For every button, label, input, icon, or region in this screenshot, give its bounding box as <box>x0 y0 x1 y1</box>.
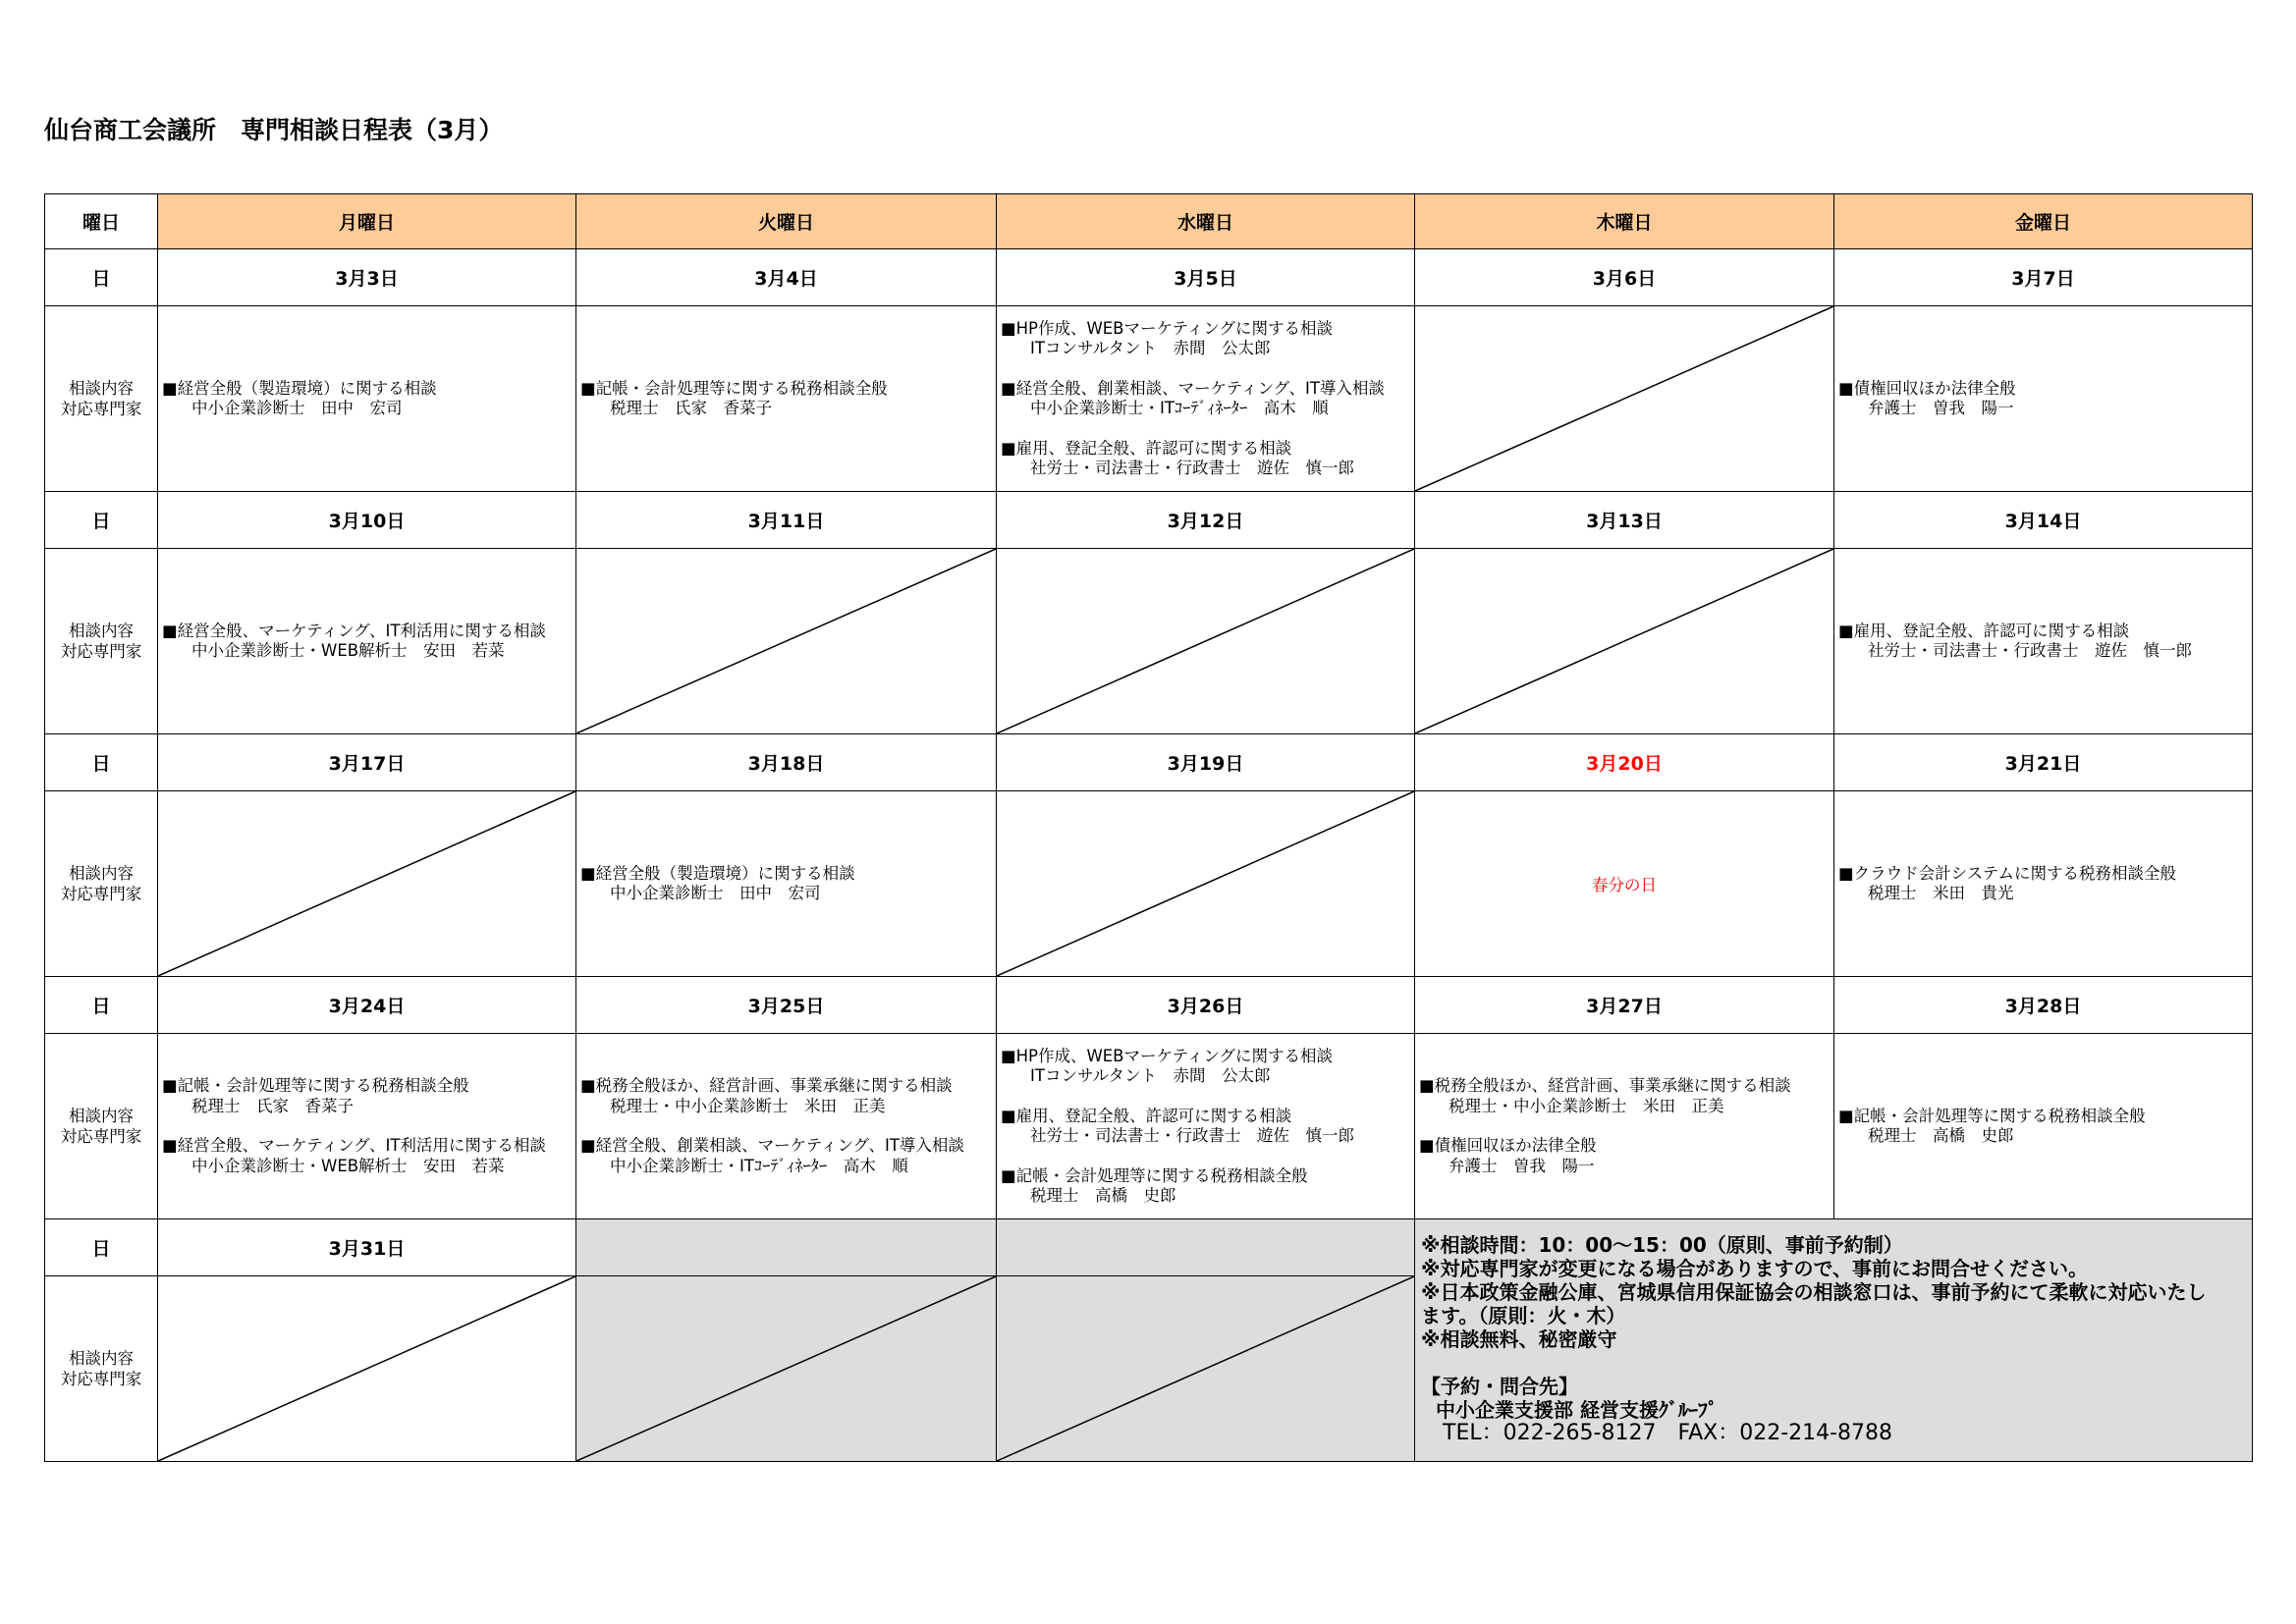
diagonal-slash-line <box>158 791 575 976</box>
row-label-consultation <box>45 549 158 734</box>
row-label-consultation <box>45 1276 158 1462</box>
consultation-expert: 弁護士 曽我 陽一 <box>1868 399 2014 417</box>
diagonal-slash-line <box>997 1276 1414 1461</box>
consultation-topic: ■税務全般ほか、経営計画、事業承継に関する相談 <box>1419 1076 1791 1095</box>
consultation-topic: ■HP作成、WEBマーケティングに関する相談 <box>1001 318 1334 338</box>
consultation-item <box>1001 379 1414 419</box>
unavailable-cell <box>997 1276 1415 1462</box>
consultation-item <box>1838 622 2252 662</box>
page-title: 仙台商工会議所 専門相談日程表（3月） <box>44 116 504 144</box>
header-thursday: 木曜日 <box>1415 194 1834 249</box>
consultation-topic: ■債権回収ほか法律全般 <box>1838 378 2016 398</box>
row-label-consultation <box>45 306 158 492</box>
date-cell: 3月6日 <box>1415 249 1834 306</box>
date-cell: 3月13日 <box>1415 492 1834 549</box>
consultation-item <box>580 379 996 419</box>
row-label-expert-line: 対応専門家 <box>60 885 142 903</box>
contact-phone-fax: TEL：022-265-8127 FAX：022-214-8788 <box>1443 1421 1893 1445</box>
consultation-cell-empty <box>997 549 1415 734</box>
consultation-item <box>1001 319 1414 359</box>
date-cell: 3月12日 <box>997 492 1415 549</box>
row-label-date: 日 <box>45 1219 158 1276</box>
consultation-expert: 税理士 米田 貴光 <box>1868 884 2014 902</box>
row-label-date: 日 <box>45 734 158 791</box>
date-cell: 3月28日 <box>1834 977 2253 1034</box>
consultation-expert: 税理士 高橋 史郎 <box>1868 1126 2014 1145</box>
consultation-expert: 税理士・中小企業診断士 米田 正美 <box>610 1096 886 1115</box>
consultation-expert: 税理士・中小企業診断士 米田 正美 <box>1449 1096 1724 1115</box>
consultation-topic: ■雇用、登記全般、許認可に関する相談 <box>1838 621 2130 640</box>
note-free-confidential: ※相談無料、秘密厳守 <box>1421 1327 1617 1351</box>
consultation-item <box>1001 1166 1414 1207</box>
date-cell: 3月3日 <box>158 249 576 306</box>
row-label-consultation-line: 相談内容 <box>69 379 134 398</box>
consultation-topic: ■記帳・会計処理等に関する税務相談全般 <box>580 378 888 398</box>
consultation-cell-empty <box>158 1276 576 1462</box>
contact-department: 中小企業支援部 経営支援ｸﾞﾙｰﾌﾟ <box>1436 1398 1718 1422</box>
row-label-expert-line: 対応専門家 <box>60 1127 142 1146</box>
note-partner-desks: ※日本政策金融公庫、宮城県信用保証協会の相談窓口は、事前予約にて柔軟に対応いたします。（原則：火・木） <box>1421 1280 2207 1327</box>
row-label-expert-line: 対応専門家 <box>60 400 142 418</box>
consultation-topic: ■税務全般ほか、経営計画、事業承継に関する相談 <box>580 1076 953 1095</box>
schedule-table <box>44 193 2253 1462</box>
consultation-item <box>1419 1136 1833 1176</box>
consultation-cell <box>158 549 576 734</box>
row-label-expert-line: 対応専門家 <box>60 642 142 661</box>
note-consultation-hours: ※相談時間：10：00～15：00（原則、事前予約制） <box>1421 1233 1903 1257</box>
note-expert-change: ※対応専門家が変更になる場合がありますので、事前にお問合せください。 <box>1421 1257 2089 1280</box>
consultation-cell <box>576 1034 997 1219</box>
header-monday: 月曜日 <box>158 194 576 249</box>
consultation-item <box>1001 1107 1414 1147</box>
row-label-consultation-line: 相談内容 <box>69 1349 134 1368</box>
diagonal-slash-line <box>576 1276 996 1461</box>
row-label-date: 日 <box>45 249 158 306</box>
consultation-cell <box>1415 1034 1834 1219</box>
date-cell: 3月25日 <box>576 977 997 1034</box>
consultation-item <box>162 1136 575 1176</box>
diagonal-slash-line <box>158 1276 575 1461</box>
consultation-item <box>1838 864 2252 904</box>
consultation-cell <box>1834 306 2253 492</box>
date-cell: 3月24日 <box>158 977 576 1034</box>
consultation-item <box>1838 1107 2252 1147</box>
diagonal-slash-line <box>997 549 1414 733</box>
unavailable-cell <box>576 1219 997 1276</box>
date-cell: 3月7日 <box>1834 249 2253 306</box>
date-cell: 3月10日 <box>158 492 576 549</box>
consultation-cell <box>158 306 576 492</box>
consultation-expert: ITコンサルタント 赤間 公太郎 <box>1030 339 1271 357</box>
consultation-cell <box>576 306 997 492</box>
unavailable-cell <box>997 1219 1415 1276</box>
consultation-item <box>1001 1047 1414 1087</box>
consultation-expert: 社労士・司法書士・行政書士 遊佐 慎一郎 <box>1030 1126 1354 1145</box>
diagonal-slash-line <box>997 791 1414 976</box>
consultation-expert: 中小企業診断士・ITｺｰﾃﾞｨﾈｰﾀｰ 高木 順 <box>610 1156 908 1175</box>
consultation-cell <box>1834 549 2253 734</box>
date-cell: 3月27日 <box>1415 977 1834 1034</box>
row-label-expert-line: 対応専門家 <box>60 1370 142 1388</box>
consultation-topic: ■クラウド会計システムに関する税務相談全般 <box>1838 863 2176 883</box>
header-tuesday: 火曜日 <box>576 194 997 249</box>
consultation-expert: 中小企業診断士・ITｺｰﾃﾞｨﾈｰﾀｰ 高木 順 <box>1030 399 1329 417</box>
consultation-cell-empty <box>576 549 997 734</box>
consultation-expert: 税理士 氏家 香菜子 <box>191 1096 354 1115</box>
consultation-item <box>162 1076 575 1116</box>
consultation-topic: ■経営全般、創業相談、マーケティング、IT導入相談 <box>580 1136 964 1155</box>
header-friday: 金曜日 <box>1834 194 2253 249</box>
consultation-expert: 税理士 氏家 香菜子 <box>610 399 772 417</box>
date-cell-holiday: 3月20日 <box>1415 734 1834 791</box>
consultation-topic: ■経営全般（製造環境）に関する相談 <box>580 863 855 883</box>
date-cell: 3月14日 <box>1834 492 2253 549</box>
consultation-item <box>580 1136 996 1176</box>
consultation-expert: ITコンサルタント 赤間 公太郎 <box>1030 1066 1271 1085</box>
date-cell: 3月4日 <box>576 249 997 306</box>
consultation-expert: 弁護士 曽我 陽一 <box>1449 1156 1595 1175</box>
consultation-expert: 社労士・司法書士・行政書士 遊佐 慎一郎 <box>1030 459 1354 477</box>
row-label-date: 日 <box>45 492 158 549</box>
consultation-expert: 中小企業診断士 田中 宏司 <box>191 399 403 417</box>
header-weekday-label: 曜日 <box>45 194 158 249</box>
consultation-item <box>162 379 575 419</box>
row-label-consultation-line: 相談内容 <box>69 864 134 883</box>
consultation-topic: ■経営全般、マーケティング、IT利活用に関する相談 <box>162 621 546 640</box>
consultation-topic: ■債権回収ほか法律全般 <box>1419 1136 1597 1155</box>
date-cell: 3月31日 <box>158 1219 576 1276</box>
date-cell: 3月19日 <box>997 734 1415 791</box>
holiday-cell <box>1415 791 1834 977</box>
diagonal-slash-line <box>1415 306 1833 491</box>
notes-panel <box>1415 1219 2253 1462</box>
date-cell: 3月17日 <box>158 734 576 791</box>
consultation-expert: 中小企業診断士 田中 宏司 <box>610 884 821 902</box>
consultation-topic: ■経営全般、創業相談、マーケティング、IT導入相談 <box>1001 378 1385 398</box>
row-label-date: 日 <box>45 977 158 1034</box>
row-label-consultation-line: 相談内容 <box>69 622 134 640</box>
date-cell: 3月11日 <box>576 492 997 549</box>
unavailable-cell <box>576 1276 997 1462</box>
consultation-expert: 社労士・司法書士・行政書士 遊佐 慎一郎 <box>1868 641 2192 660</box>
diagonal-slash-line <box>1415 549 1833 733</box>
consultation-item <box>1838 379 2252 419</box>
consultation-cell <box>1834 1034 2253 1219</box>
consultation-cell-empty <box>997 791 1415 977</box>
contact-heading: 【予約・問合先】 <box>1421 1375 1578 1398</box>
date-cell: 3月26日 <box>997 977 1415 1034</box>
date-cell: 3月18日 <box>576 734 997 791</box>
consultation-expert: 中小企業診断士・WEB解析士 安田 若菜 <box>191 1156 505 1175</box>
consultation-cell <box>997 1034 1415 1219</box>
consultation-cell <box>997 306 1415 492</box>
consultation-expert: 中小企業診断士・WEB解析士 安田 若菜 <box>191 641 505 660</box>
consultation-cell-empty <box>1415 549 1834 734</box>
consultation-expert: 税理士 高橋 史郎 <box>1030 1186 1176 1205</box>
consultation-item <box>580 1076 996 1116</box>
consultation-topic: ■記帳・会計処理等に関する税務相談全般 <box>1001 1165 1308 1185</box>
date-cell: 3月21日 <box>1834 734 2253 791</box>
consultation-topic: ■経営全般、マーケティング、IT利活用に関する相談 <box>162 1136 546 1155</box>
consultation-topic: ■記帳・会計処理等に関する税務相談全般 <box>162 1076 469 1095</box>
date-cell: 3月5日 <box>997 249 1415 306</box>
row-label-consultation <box>45 1034 158 1219</box>
consultation-topic: ■記帳・会計処理等に関する税務相談全般 <box>1838 1106 2146 1125</box>
consultation-item <box>1419 1076 1833 1116</box>
consultation-cell-empty <box>158 791 576 977</box>
consultation-item <box>1001 439 1414 479</box>
consultation-cell-empty <box>1415 306 1834 492</box>
consultation-cell <box>158 1034 576 1219</box>
consultation-item <box>162 622 575 662</box>
consultation-topic: ■雇用、登記全般、許認可に関する相談 <box>1001 438 1292 458</box>
consultation-topic: ■雇用、登記全般、許認可に関する相談 <box>1001 1106 1292 1125</box>
holiday-label: 春分の日 <box>1592 876 1657 894</box>
consultation-cell <box>1834 791 2253 977</box>
consultation-item <box>580 864 996 904</box>
consultation-cell <box>576 791 997 977</box>
diagonal-slash-line <box>576 549 996 733</box>
consultation-topic: ■HP作成、WEBマーケティングに関する相談 <box>1001 1046 1334 1065</box>
consultation-topic: ■経営全般（製造環境）に関する相談 <box>162 378 437 398</box>
row-label-consultation-line: 相談内容 <box>69 1107 134 1125</box>
row-label-consultation <box>45 791 158 977</box>
header-wednesday: 水曜日 <box>997 194 1415 249</box>
